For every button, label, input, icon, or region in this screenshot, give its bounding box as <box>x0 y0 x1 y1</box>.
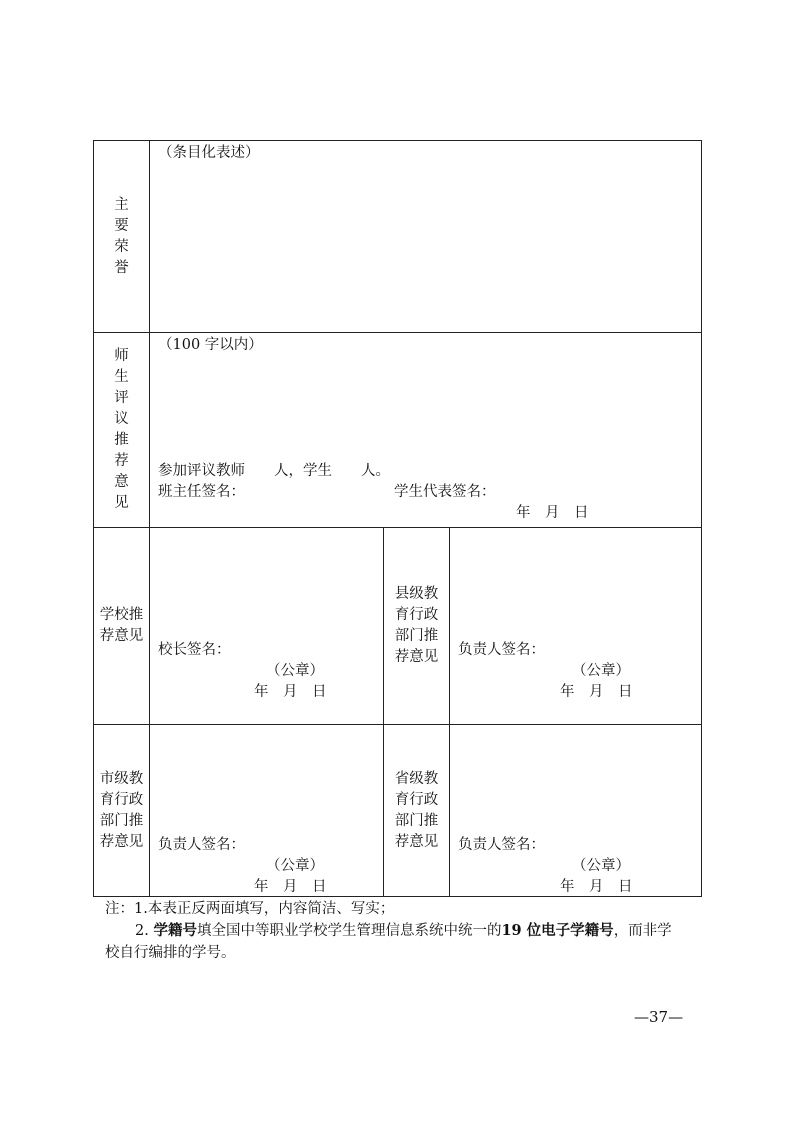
honors-content-cell[interactable] <box>150 141 702 333</box>
county-label-cell <box>384 528 450 725</box>
note-2-number: 2. <box>135 923 149 939</box>
province-date: 年 月 日 <box>560 879 633 895</box>
review-student-sign: 学生代表签名： <box>394 484 496 500</box>
city-date: 年 月 日 <box>254 879 327 895</box>
province-label-cell <box>384 725 450 897</box>
review-date: 年 月 日 <box>516 505 589 521</box>
note-2-text-2: ，而非学 <box>613 923 672 939</box>
province-sign: 负责人签名： <box>458 837 545 853</box>
review-row <box>94 333 702 528</box>
city-seal: （公章） <box>266 858 324 874</box>
honors-label: 主要荣誉 <box>114 196 129 276</box>
review-content-cell[interactable] <box>150 333 702 528</box>
city-province-row <box>94 725 702 897</box>
county-label: 县级教育行政部门推荐意见 <box>394 586 439 665</box>
note-2-bold-student-id: 学籍号 <box>153 922 197 939</box>
note-line-1: 注：1.本表正反两面填写，内容简洁、写实； <box>105 901 395 917</box>
province-content-cell[interactable] <box>450 725 702 897</box>
school-seal: （公章） <box>266 663 324 679</box>
province-seal: （公章） <box>572 858 630 874</box>
note-2-text-1: 填全国中等职业学校学生管理信息系统中统一的 <box>196 923 502 939</box>
school-content-cell[interactable] <box>150 528 384 725</box>
school-label-cell <box>94 528 150 725</box>
review-participants: 参加评议教师 人，学生 人。 <box>158 463 390 479</box>
school-date: 年 月 日 <box>254 684 327 700</box>
honors-hint: （条目化表述） <box>158 145 260 161</box>
review-teacher-sign: 班主任签名： <box>158 484 245 500</box>
province-label: 省级教育行政部门推荐意见 <box>394 770 439 850</box>
school-county-row <box>94 528 702 725</box>
county-date: 年 月 日 <box>560 684 633 700</box>
review-label-cell <box>94 333 150 528</box>
school-label: 学校推荐意见 <box>99 607 144 644</box>
review-label: 师生评议推荐意见 <box>114 348 129 511</box>
city-content-cell[interactable] <box>150 725 384 897</box>
county-seal: （公章） <box>572 663 630 679</box>
county-content-cell[interactable] <box>450 528 702 725</box>
note-2-bold-electronic-id: 19 位电子学籍号 <box>501 922 614 939</box>
city-label-cell <box>94 725 150 897</box>
recommendation-form-table <box>93 140 702 897</box>
city-sign: 负责人签名： <box>158 837 245 853</box>
form-notes <box>105 898 705 964</box>
school-sign: 校长签名： <box>158 642 231 658</box>
note-line-3: 校自行编排的学号。 <box>105 945 236 961</box>
county-sign: 负责人签名： <box>458 642 545 658</box>
honors-label-cell <box>94 141 150 333</box>
review-hint: （100 字以内） <box>158 337 263 353</box>
city-label: 市级教育行政部门推荐意见 <box>99 770 144 850</box>
honors-row <box>94 141 702 333</box>
note-line-2 <box>105 920 705 942</box>
page-number: —37— <box>634 1008 684 1026</box>
